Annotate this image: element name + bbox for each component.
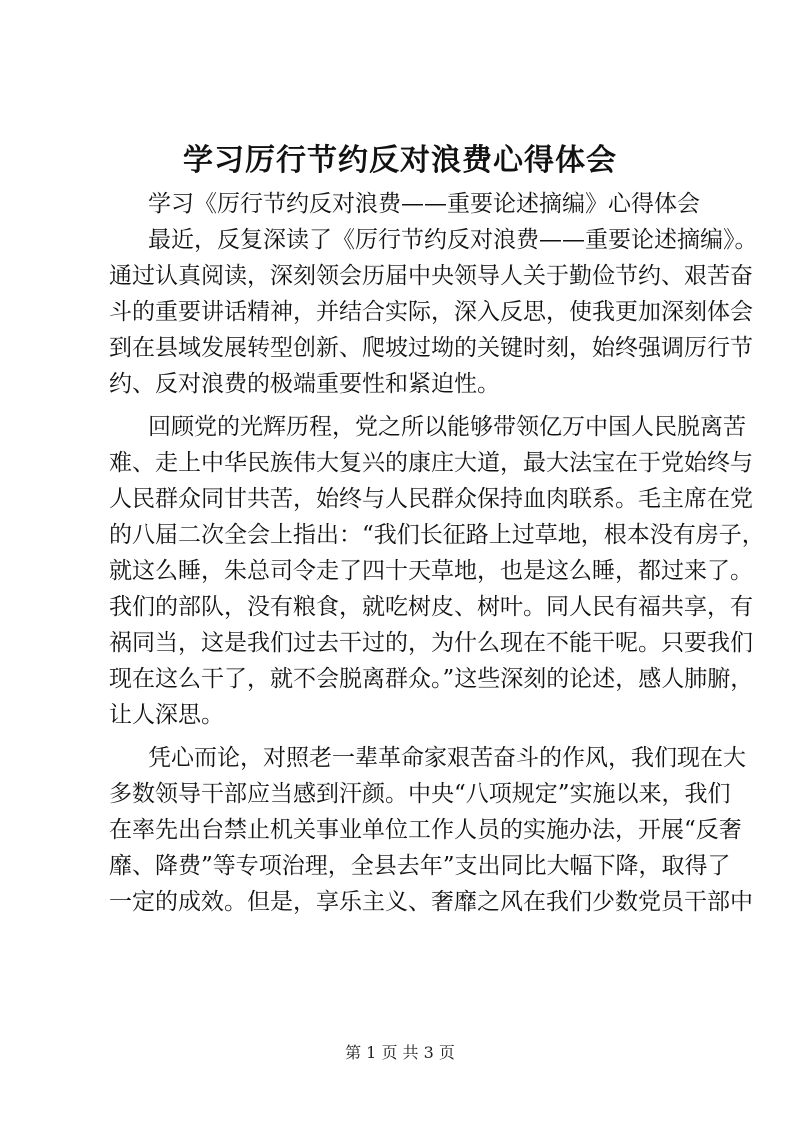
paragraph-line: 一定的成效。但是，享乐主义、奢靡之风在我们少数党员干部中 [109,889,753,915]
paragraph-line: 斗的重要讲话精神，并结合实际，深入反思，使我更加深刻体会 [109,299,753,325]
paragraph-line: 约、反对浪费的极端重要性和紧迫性。 [109,371,500,397]
paragraph-line: 就这么睡，朱总司令走了四十天草地，也是这么睡，都过来了。 [109,558,753,584]
paragraph-1 [109,222,758,402]
paragraph-line: 现在这么干了，就不会脱离群众。”这些深刻的论述，感人肺腑， [109,666,754,692]
paragraph-line: 的八届二次全会上指出：“我们长征路上过草地，根本没有房子， [109,522,765,548]
paragraph-line: 祸同当，这是我们过去干过的，为什么现在不能干呢。只要我们 [109,630,753,656]
paragraph-2 [109,409,765,733]
paragraph-line: 难、走上中华民族伟大复兴的康庄大道，最大法宝在于党始终与 [109,450,753,476]
paragraph-line: 到在县域发展转型创新、爬坡过坳的关键时刻，始终强调厉行节 [109,335,753,361]
paragraph-line: 回顾党的光辉历程，党之所以能够带领亿万中国人民脱离苦 [148,414,746,440]
paragraph-line: 通过认真阅读，深刻领会历届中央领导人关于勤俭节约、艰苦奋 [109,263,753,289]
page-footer: 第 1 页 共 3 页 [345,1043,455,1062]
paragraph-3 [109,740,753,920]
document-title: 学习厉行节约反对浪费心得体会 [183,143,617,178]
paragraph-line: 在率先出台禁止机关事业单位工作人员的实施办法，开展“反奢 [109,817,742,843]
document-subtitle: 学习《厉行节约反对浪费——重要论述摘编》心得体会 [148,191,700,217]
paragraph-line: 人民群众同甘共苦，始终与人民群众保持血肉联系。毛主席在党 [109,486,753,512]
paragraph-line: 我们的部队，没有粮食，就吃树皮、树叶。同人民有福共享，有 [109,594,753,620]
paragraph-line: 多数领导干部应当感到汗颜。中央“八项规定”实施以来，我们 [109,781,731,807]
paragraph-spacer [109,733,699,740]
paragraph-line: 让人深思。 [109,702,224,728]
paragraph-line: 最近，反复深读了《厉行节约反对浪费——重要论述摘编》。 [148,227,758,253]
paragraph-spacer [109,402,699,409]
paragraph-line: 靡、降费”等专项治理，全县去年”支出同比大幅下降，取得了 [109,853,731,879]
document-body [109,186,765,920]
paragraph-line: 凭心而论，对照老一辈革命家艰苦奋斗的作风，我们现在大 [148,745,746,771]
